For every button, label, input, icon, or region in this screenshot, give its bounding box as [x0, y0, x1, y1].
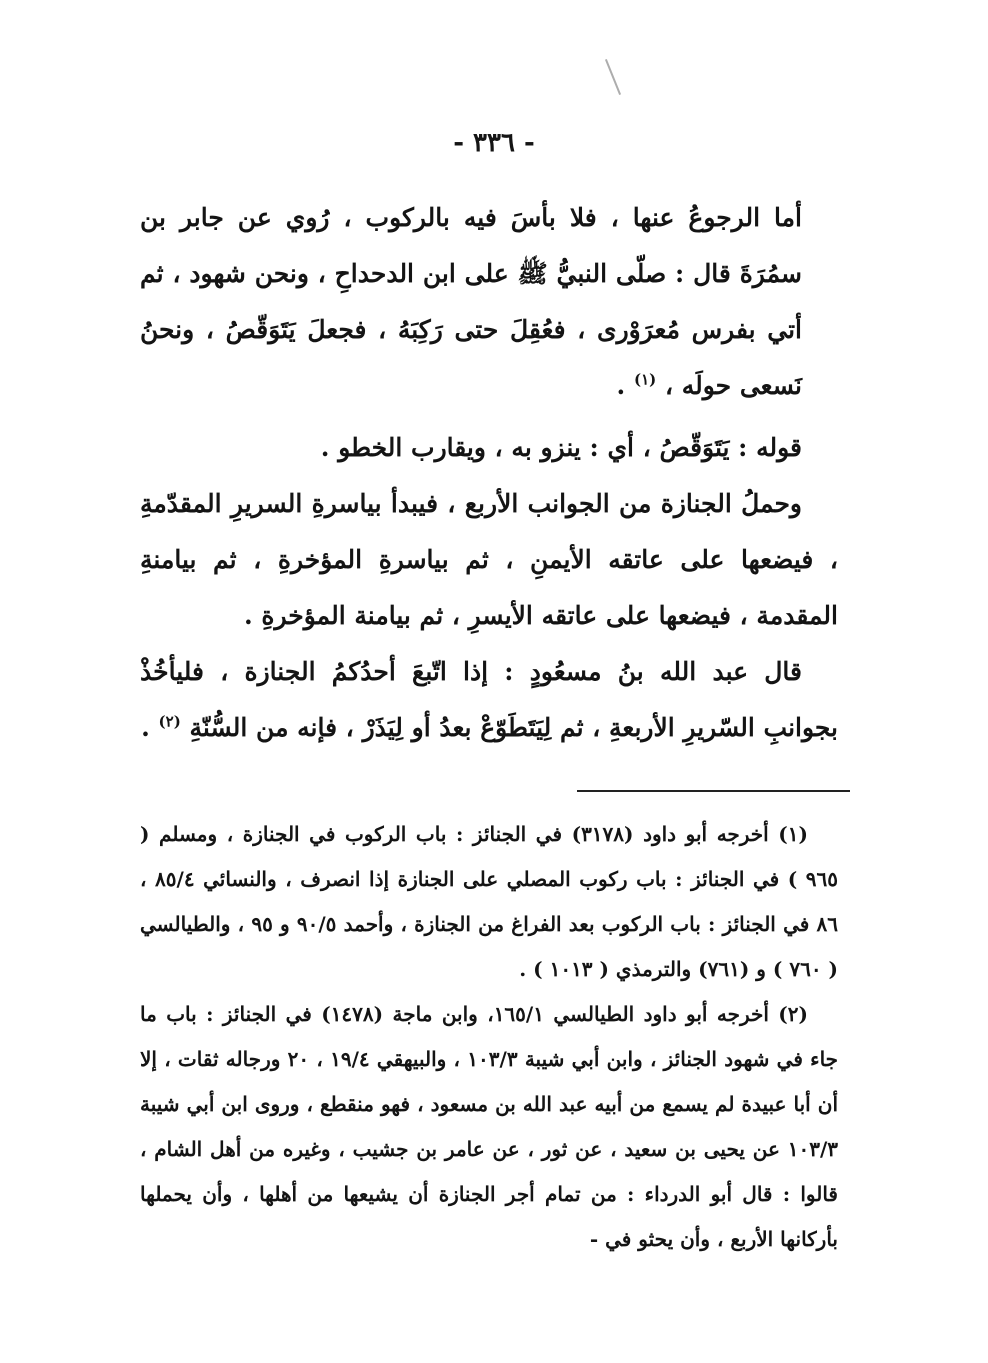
footnote-2: (٢) أخرجه أبو داود الطيالسي ١٦٥/١، وابن ماجة (١٤٧٨) في الجنائز : باب ما جاء في شهود الجنائز ، وابن أبي شيبة ١٠٣/٣ ، والبيهقي ١٩/٤ ، ٢٠ ورجاله ثقات ، إلا أن أبا عبيدة لم يسمع من أبيه عبد الله بن مسعود ، فهو منقطع ، وروى ابن أبي شيبة ١٠٣/٣ عن يحيى بن سعيد ، عن ثور ، عن عامر بن جشيب ، وغيره من أهل الشام ، قالوا : قال أبو الدرداء : من تمام أجر الجنازة أن يشيعها من أهلها ، وأن يحملها بأركانها الأربع ، وأن يحثو في - — [140, 1002, 839, 1251]
paragraph-ibn-masud — [140, 644, 838, 756]
paragraph-end: . — [616, 371, 626, 400]
main-text — [140, 190, 838, 756]
paragraph-end: . — [141, 713, 150, 742]
pen-mark — [605, 59, 621, 95]
page-number: - ٣٣٦ - — [453, 128, 535, 158]
paragraph-jabir-hadith — [140, 190, 838, 414]
footnote-divider — [577, 790, 850, 792]
footnote-1: (١) أخرجه أبو داود (٣١٧٨) في الجنائز : باب الركوب في الجنازة ، ومسلم ( ٩٦٥ ) في الجنائز : باب ركوب المصلي على الجنازة إذا انصرف ، والنسائي ٨٥/٤ ، ٨٦ في الجنائز : باب الركوب بعد الفراغ من الجنازة ، وأحمد ٩٠/٥ و ٩٥ ، والطيالسي ( ٧٦٠ ) و (٧٦١) والترمذي ( ١٠١٣ ) . — [140, 822, 838, 981]
footnote-ref-1: (١) — [633, 370, 657, 389]
paragraph-carrying: وحملُ الجنازة من الجوانب الأربع ، فيبدأ بياسرةِ السريرِ المقدّمةِ ، فيضعها على عاتقه الأيمنِ ، ثم بياسرةِ المؤخرةِ ، ثم بيامنةِ المقدمة ، فيضعها على عاتقه الأيسرِ ، ثم بيامنة المؤخرةِ . — [140, 489, 838, 630]
paragraph-text: أما الرجوعُ عنها ، فلا بأسَ فيه بالركوب ، رُوي عن جابر بن سمُرَةَ قال : صلّى النبيُّ ﷺ على ابن الدحداحِ ، ونحن شهود ، ثم أتي بفرس مُعرَوْرى ، فعُقِلَ حتى رَكِبَهُ ، فجعلَ يَتَوَقّصُ ، ونحنُ نَسعى حولَه ، — [140, 203, 802, 400]
paragraph-text: قال عبد الله بنُ مسعُودٍ : إذا اتّبعَ أحدُكمُ الجنازة ، فليأخُذْ بجوانبِ السّريرِ الأربعةِ ، ثم لِيَتَطَوّعْ بعدُ أو لِيَذَرْ ، فإنه من السُّنّةِ — [140, 657, 838, 742]
paragraph-explanation: قوله : يَتَوَقّصُ ، أي : ينزو به ، ويقارب الخطو . — [320, 433, 802, 462]
footnotes — [140, 812, 838, 1262]
footnote-ref-2: (٢) — [158, 712, 181, 731]
